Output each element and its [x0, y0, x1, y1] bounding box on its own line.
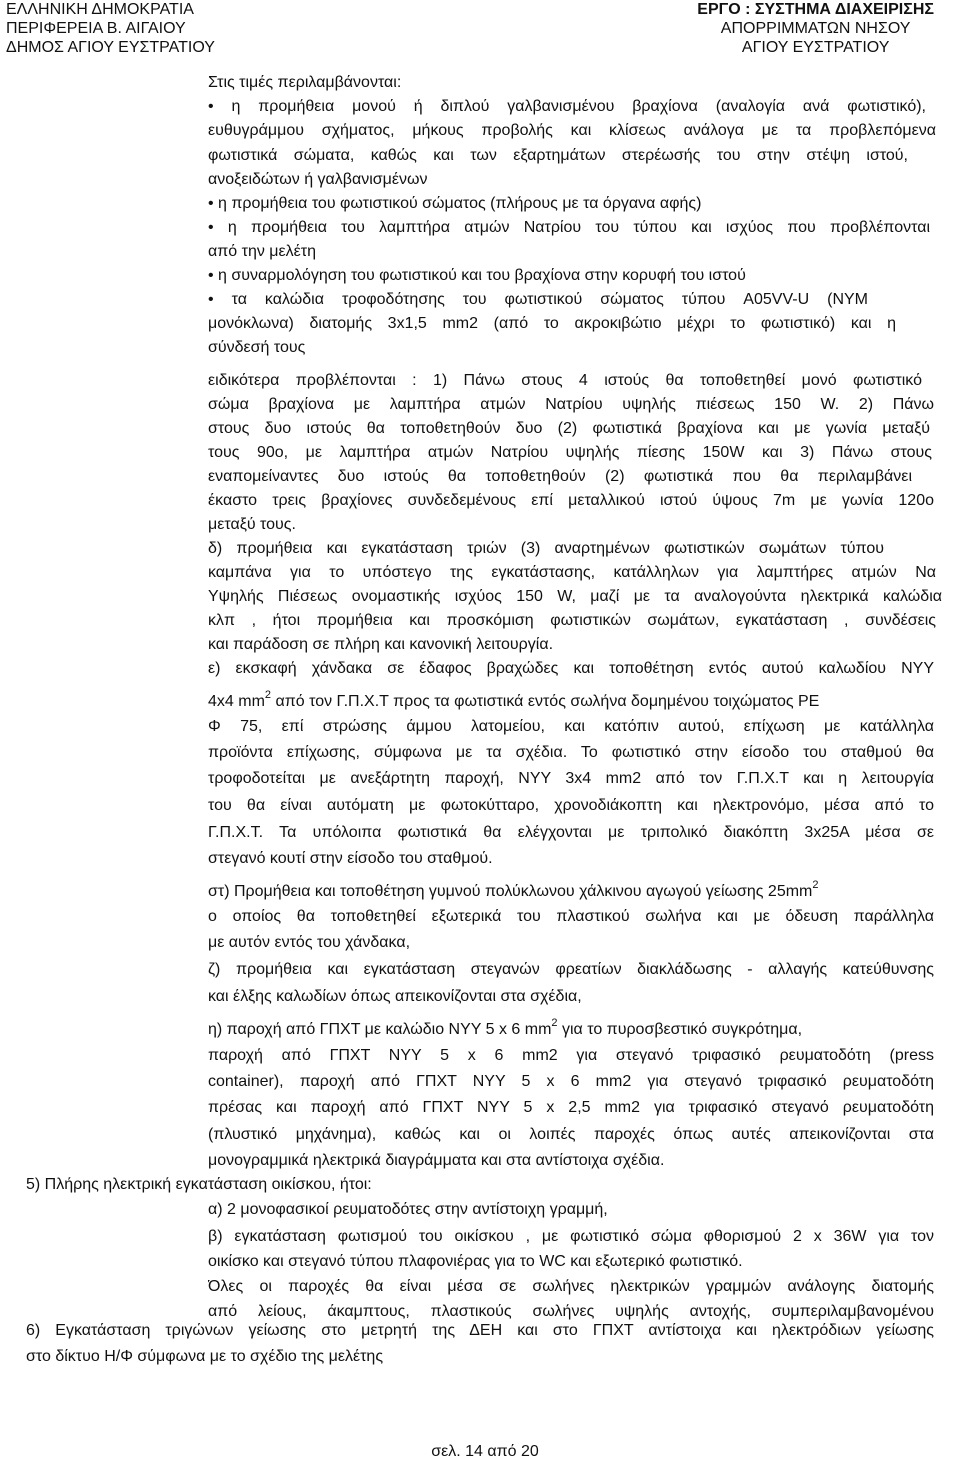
superscript: 2: [264, 689, 272, 701]
text-line: Γ.Π.Χ.Τ. Τα υπόλοιπα φωτιστικά θα ελέγχονται με τριπολικό διακόπτη 3x25A μέσα σε: [208, 824, 934, 841]
text-line: με αυτόν εντός του χάνδακα,: [208, 934, 411, 951]
header-project-location: ΑΓΙΟΥ ΕΥΣΤΡΑΤΙΟΥ: [741, 39, 890, 56]
text-line: 6) Εγκατάσταση τριγώνων γείωσης στο μετρητή της ΔΕΗ και στο ΓΠΧΤ αντίστοιχα και ηλεκτρόδιων γείωσης: [26, 1322, 934, 1339]
header-country: ΕΛΛΗΝΙΚΗ ΔΗΜΟΚΡΑΤΙΑ: [6, 1, 194, 18]
text-line: φωτιστικά σώματα, καθώς και των εξαρτημάτων στερέωσής του στην στέψη ιστού,: [208, 147, 908, 164]
text-line: ευθυγράμμου σχήματος, μήκους προβολής και κλίσεως ανάλογα με τα προβλεπόμενα: [208, 122, 936, 139]
text-fragment: στ) Προμήθεια και τοποθέτηση γυμνού πολύκλωνου χάλκινου αγωγού γείωσης 25mm: [208, 883, 813, 900]
text-line: οικίσκο και στεγανό τύπου πλαφονιέρας για το WC και εξωτερικό φωτιστικό.: [208, 1253, 743, 1270]
text-line: (πλυστικό μηχάνημα), καθώς και οι λοιπές παροχές όπως αυτές απεικονίζονται στα: [208, 1126, 934, 1143]
text-line: [208, 1019, 802, 1041]
text-line: του θα είναι αυτόματη με φωτοκύτταρο, χρονοδιάκοπτη και ηλεκτρονόμο, μέσα από το: [208, 797, 934, 814]
text-line: ε) εκσκαφή χάνδακα σε έδαφος βραχώδες και τοποθέτηση εντός αυτού καλωδίου ΝΥΥ: [208, 660, 934, 677]
text-line: στους δυο ιστούς θα τοποθετηθούν δυο (2) φωτιστικά βραχίονα και με γωνία μεταξύ: [208, 420, 930, 437]
text-line: [208, 881, 819, 903]
header-left: [6, 0, 215, 57]
text-line: container), παροχή από ΓΠΧΤ ΝΥΥ 5 x 6 mm2 για στεγανό τριφασικό ρευματοδότη: [208, 1073, 934, 1090]
text-line: Όλες οι παροχές θα είναι μέσα σε σωλήνες ηλεκτρικών γραμμών ανάλογης διατομής: [208, 1278, 934, 1295]
text-line: σώμα βραχίονα με λαμπτήρα ατμών Νατρίου υψηλής πιέσεως 150 W. 2) Πάνω: [208, 396, 934, 413]
text-line: από την μελέτη: [208, 243, 316, 260]
text-line: στεγανό κουτί στην είσοδο του σταθμού.: [208, 850, 493, 867]
text-line: παροχή από ΓΠΧΤ ΝΥΥ 5 x 6 mm2 για στεγανό τριφασικό ρευματοδότη (press: [208, 1047, 934, 1064]
text-line: από λείους, άκαμπτους, πλαστικούς σωλήνες υψηλής αντοχής, συμπεριλαμβανομένου: [208, 1303, 934, 1320]
header-project-subtitle: ΑΠΟΡΡΙΜΜΑΤΩΝ ΝΗΣΟΥ: [720, 20, 911, 37]
text-line: • η προμήθεια του λαμπτήρα ατμών Νατρίου του τύπου και ισχύος που προβλέπονται: [208, 219, 930, 236]
text-line: Υψηλής Πιέσεως ονομαστικής ισχύος 150 W, μαζί με τα αναλογούντα ηλεκτρικά καλώδια: [208, 588, 942, 605]
text-line: 5) Πλήρης ηλεκτρική εγκατάσταση οικίσκου, ήτοι:: [26, 1176, 372, 1193]
text-line: στο δίκτυο Η/Φ σύμφωνα με το σχέδιο της μελέτης: [26, 1348, 384, 1365]
text-line: β) εγκατάσταση φωτισμού του οικίσκου , με φωτιστικό σώμα φθορισμού 2 x 36W για τον: [208, 1228, 934, 1245]
text-line: ειδικότερα προβλέπονται : 1) Πάνω στους 4 ιστούς θα τοποθετηθεί μονό φωτιστικό: [208, 372, 922, 389]
superscript: 2: [551, 1017, 558, 1029]
text-line: τροφοδοτείται με ανεξάρτητη παροχή, ΝΥΥ 3x4 mm2 από τον Γ.Π.Χ.Τ και η λειτουργία: [208, 770, 934, 787]
text-line: Φ 75, επί στρώσης άμμου λατομείου, και κατόπιν αυτού, επίχωση με κατάλληλα: [208, 718, 934, 735]
text-line: Στις τιμές περιλαμβάνονται:: [208, 74, 402, 91]
text-fragment: η) παροχή από ΓΠΧΤ με καλώδιο ΝΥΥ 5 x 6 mm: [208, 1021, 552, 1038]
text-line: σύνδεσή τους: [208, 339, 306, 356]
header-project-title: ΕΡΓΟ : ΣΥΣΤΗΜΑ ΔΙΑΧΕΙΡΙΣΗΣ: [697, 1, 934, 18]
text-fragment: από τον Γ.Π.Χ.Τ προς τα φωτιστικά εντός σωλήνα δομημένου τοιχώματος PE: [271, 693, 820, 710]
superscript: 2: [812, 879, 819, 891]
text-line: ζ) προμήθεια και εγκατάσταση στεγανών φρεατίων διακλάδωσης - αλλαγής κατεύθυνσης: [208, 961, 934, 978]
page-number: σελ. 14 από 20: [431, 1443, 539, 1460]
text-line: ο οποίος θα τοποθετηθεί εξωτερικά του πλαστικού σωλήνα και με όδευση παράλληλα: [208, 908, 934, 925]
text-fragment: για το πυροσβεστικό συγκρότημα,: [557, 1021, 803, 1038]
text-line: • τα καλώδια τροφοδότησης του φωτιστικού σώματος τύπου A05VV-U (NYM: [208, 291, 868, 308]
text-line: και έλξης καλωδίων όπως απεικονίζονται στα σχέδια,: [208, 988, 582, 1005]
header-region: ΠΕΡΙΦΕΡΕΙΑ Β. ΑΙΓΑΙΟΥ: [6, 20, 186, 37]
text-line: [208, 691, 934, 713]
text-line: καμπάνα για το υπόστεγο της εγκατάστασης, κατάλληλων για λαμπτήρες ατμών Να: [208, 564, 936, 581]
text-line: μονόκλωνα) διατομής 3x1,5 mm2 (από το ακροκιβώτιο μέχρι το φωτιστικό) και η: [208, 315, 896, 332]
text-line: έκαστο τρεις βραχίονες συνδεδεμένους επί μεταλλικού ιστού ύψους 7m με γωνία 120ο: [208, 492, 934, 509]
text-line: δ) προμήθεια και εγκατάσταση τριών (3) αναρτημένων φωτιστικών σωμάτων τύπου: [208, 540, 884, 557]
text-line: πρέσας και παροχή από ΓΠΧΤ ΝΥΥ 5 x 2,5 mm2 για τριφασικό στεγανό ρευματοδότη: [208, 1099, 934, 1116]
text-line: α) 2 μονοφασικοί ρευματοδότες στην αντίστοιχη γραμμή,: [208, 1201, 608, 1218]
text-line: και παράδοση σε πλήρη και κανονική λειτουργία.: [208, 636, 554, 653]
text-line: εναπομείναντες δυο ιστούς θα τοποθετηθούν (2) φωτιστικά που θα περιλαμβάνει: [208, 468, 912, 485]
text-line: μονογραμμικά ηλεκτρικά διαγράμματα και στα αντίστοιχα σχέδια.: [208, 1152, 665, 1169]
text-line: προϊόντα επίχωσης, σύμφωνα με τα σχέδια. Το φωτιστικό στην είσοδο του σταθμού θα: [208, 744, 934, 761]
text-line: • η συναρμολόγηση του φωτιστικού και του βραχίονα στην κορυφή του ιστού: [208, 267, 746, 284]
text-line: κλπ , ήτοι προμήθεια και προσκόμιση φωτιστικών σωμάτων, εγκατάσταση , συνδέσεις: [208, 612, 936, 629]
text-line: τους 90ο, με λαμπτήρα ατμών Νατρίου υψηλής πίεσης 150W και 3) Πάνω στους: [208, 444, 932, 461]
text-fragment: 4x4 mm: [208, 693, 265, 710]
header-municipality: ΔΗΜΟΣ ΑΓΙΟΥ ΕΥΣΤΡΑΤΙΟΥ: [6, 39, 215, 56]
header-right: [697, 0, 934, 57]
text-line: ανοξειδώτων ή γαλβανισμένων: [208, 171, 428, 188]
text-line: • η προμήθεια μονού ή διπλού γαλβανισμένου βραχίονα (αναλογία ανά φωτιστικό),: [208, 98, 926, 115]
text-line: • η προμήθεια του φωτιστικού σώματος (πλήρους με τα όργανα αφής): [208, 195, 702, 212]
text-line: μεταξύ τους.: [208, 516, 296, 533]
